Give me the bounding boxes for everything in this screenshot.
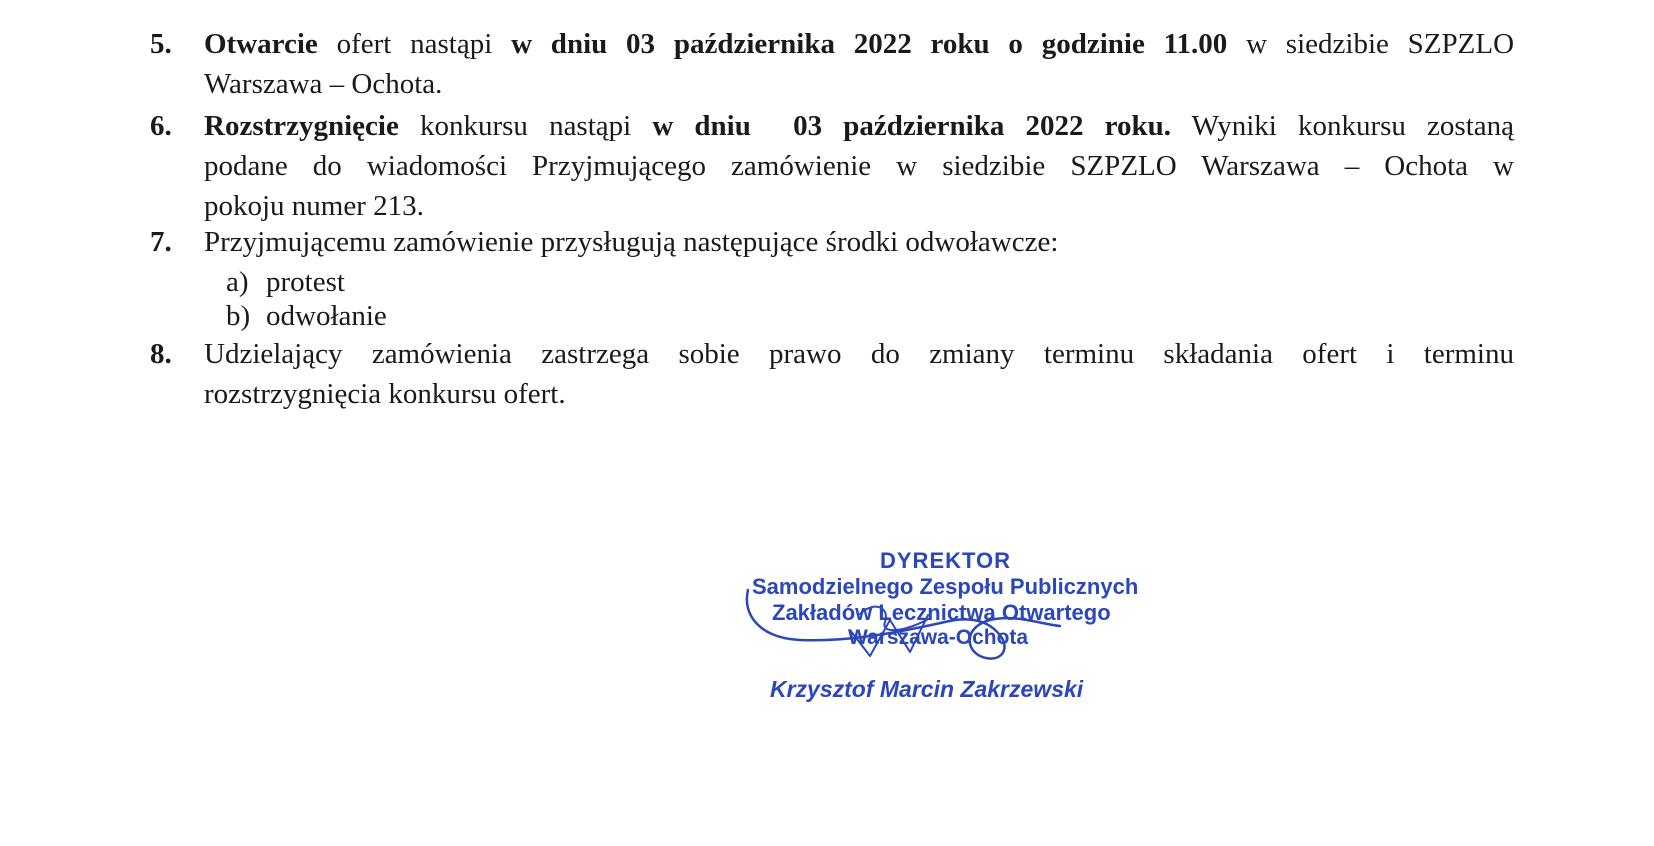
item-text — [204, 222, 1514, 262]
text-line — [204, 222, 1514, 262]
text-run: w siedzibie SZPZLO — [1227, 28, 1515, 60]
stamp-line: Zakładów Lecznictwa Otwartego — [772, 600, 1111, 625]
text-line — [204, 334, 1514, 374]
sub-item-text: odwołanie — [266, 300, 387, 332]
text-run: Udzielający zamówienia zastrzega sobie prawo do zmiany terminu składania ofert i terminu — [204, 338, 1514, 370]
text-run: Warszawa – Ochota. — [204, 68, 443, 100]
stamp-line: Samodzielnego Zespołu Publicznych — [752, 574, 1139, 599]
text-line — [204, 186, 1514, 226]
stamp-line: Warszawa-Ochota — [848, 626, 1029, 649]
text-run: Wyniki konkursu zostaną — [1170, 110, 1514, 142]
text-line — [204, 64, 1514, 104]
item-number: 8. — [150, 338, 172, 370]
handwritten-signature — [740, 560, 1120, 680]
sub-item-text: protest — [266, 266, 345, 298]
text-run: konkursu nastąpi — [398, 110, 653, 142]
bold-run: Rozstrzygnięcie — [204, 110, 399, 142]
text-run: rozstrzygnięcia konkursu ofert. — [204, 378, 566, 410]
text-line — [204, 106, 1514, 146]
text-run: pokoju numer 213. — [204, 190, 424, 222]
text-run: Przyjmującemu zamówienie przysługują następujące środki odwoławcze: — [204, 226, 1059, 258]
item-text — [204, 334, 1514, 414]
item-number: 5. — [150, 28, 172, 60]
sub-item-label: a) — [226, 266, 249, 298]
stamp-title: DYREKTOR — [880, 548, 1012, 573]
item-number: 7. — [150, 226, 172, 258]
text-line — [204, 374, 1514, 414]
bold-run: w dniu 03 października 2022 roku. — [652, 110, 1171, 142]
bold-run: w dniu 03 października 2022 roku o godzinie 11.00 — [511, 28, 1228, 60]
item-text — [204, 106, 1514, 226]
text-run: ofert nastąpi — [317, 28, 512, 60]
text-run: podane do wiadomości Przyjmującego zamówienie w siedzibie SZPZLO Warszawa – Ochota w — [204, 150, 1514, 182]
item-text — [204, 24, 1514, 104]
item-number: 6. — [150, 110, 172, 142]
sub-item-label: b) — [226, 300, 251, 332]
bold-run: Otwarcie — [204, 28, 318, 60]
text-line — [204, 24, 1514, 64]
text-line — [204, 146, 1514, 186]
stamp-name: Krzysztof Marcin Zakrzewski — [770, 676, 1084, 702]
